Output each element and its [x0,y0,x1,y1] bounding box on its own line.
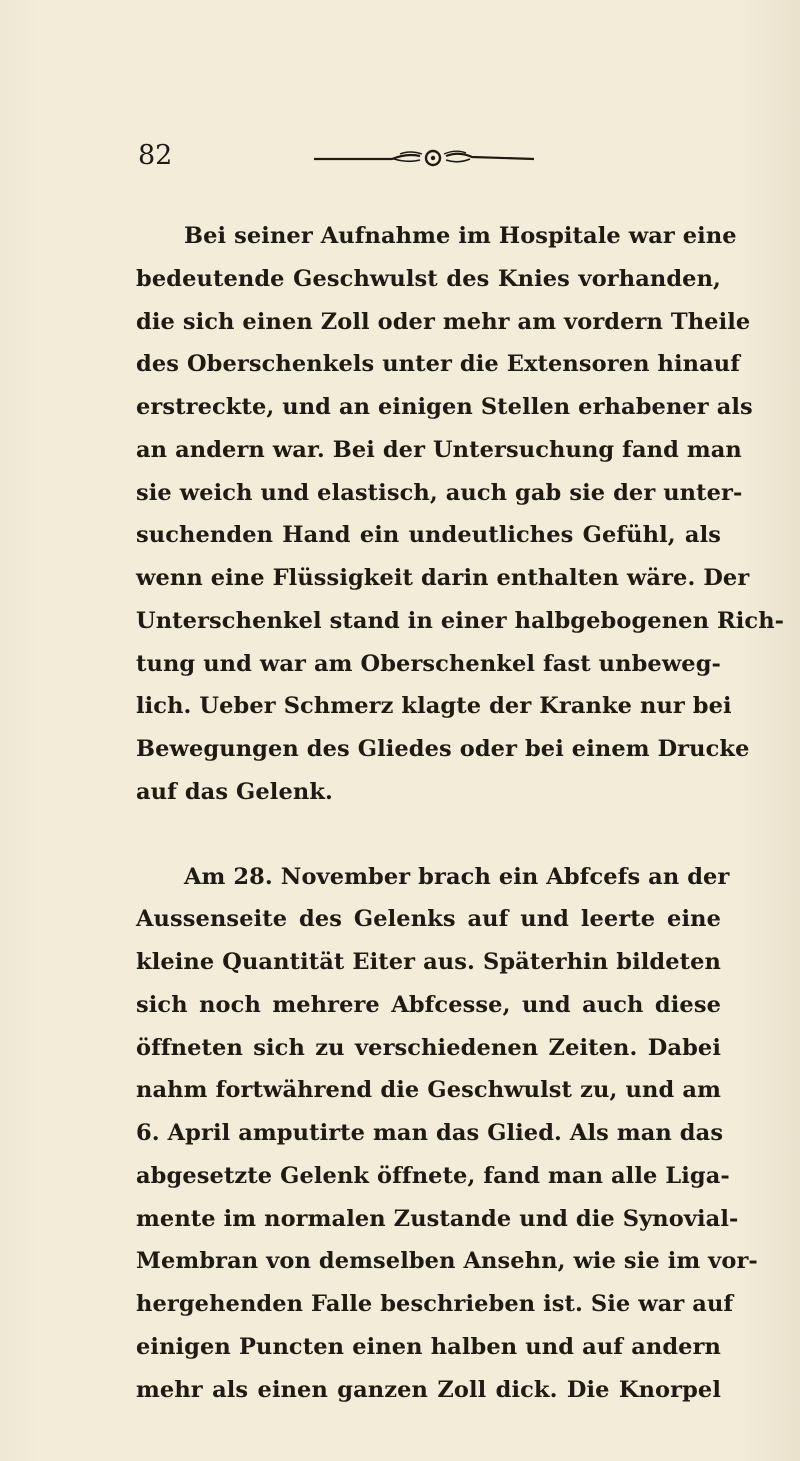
text-line: kleine Quantität Eiter aus. Späterhin bildeten [136,949,721,975]
text-line: Bewegungen des Gliedes oder bei einem Drucke [136,736,750,762]
text-line: abgesetzte Gelenk öffnete, fand man alle Liga- [136,1162,730,1189]
text-line: die sich einen Zoll oder mehr am vordern Theile [136,308,751,335]
paragraph-spacer [136,814,721,856]
text-line: lich. Ueber Schmerz klagte der Kranke nur bei [136,693,732,720]
text-line: suchenden Hand ein undeutliches Gefühl, als [136,522,721,549]
text-line: wenn eine Flüssigkeit darin enthalten wäre. Der [136,565,750,591]
text-line: sie weich und elastisch, auch gab sie der unter- [136,479,743,506]
text-line: öffneten sich zu verschiedenen Zeiten. Dabei [136,1034,721,1061]
text-line: einigen Puncten einen halben und auf andern [136,1333,721,1360]
text-line: erstreckte, und an einigen Stellen erhabener als [136,394,753,420]
text-line: Am 28. November brach ein Abfcefs an der [184,863,730,890]
text-line: 6. April amputirte man das Glied. Als man das [136,1120,724,1146]
paragraph-2 [136,856,758,1412]
page-number: 82 [138,140,173,171]
text-line: mehr als einen ganzen Zoll dick. Die Knorpel [136,1376,721,1403]
text-line: bedeutende Geschwulst des Knies vorhanden, [136,265,721,292]
text-line: Membran von demselben Ansehn, wie sie im vor- [136,1248,758,1275]
text-line: Unterschenkel stand in einer halbgebogenen Rich- [136,607,785,634]
text-line: des Oberschenkels unter die Extensoren hinauf [136,351,740,378]
text-line: tung und war am Oberschenkel fast unbeweg- [136,650,721,677]
paragraph-1 [136,215,785,814]
text-line: an andern war. Bei der Untersuchung fand man [136,436,742,463]
text-line: sich noch mehrere Abfcesse, und auch diese [136,991,721,1018]
printer-ornament-icon [312,144,534,172]
body-text [136,215,785,1411]
text-line: nahm fortwährend die Geschwulst zu, und am [136,1077,721,1104]
text-line: Bei seiner Aufnahme im Hospitale war eine [184,223,737,249]
text-line: mente im normalen Zustande und die Synovial- [136,1205,739,1232]
text-line: Aussenseite des Gelenks auf und leerte eine [136,906,721,933]
text-line: hergehenden Falle beschrieben ist. Sie war auf [136,1291,734,1317]
text-line: auf das Gelenk. [136,778,333,805]
